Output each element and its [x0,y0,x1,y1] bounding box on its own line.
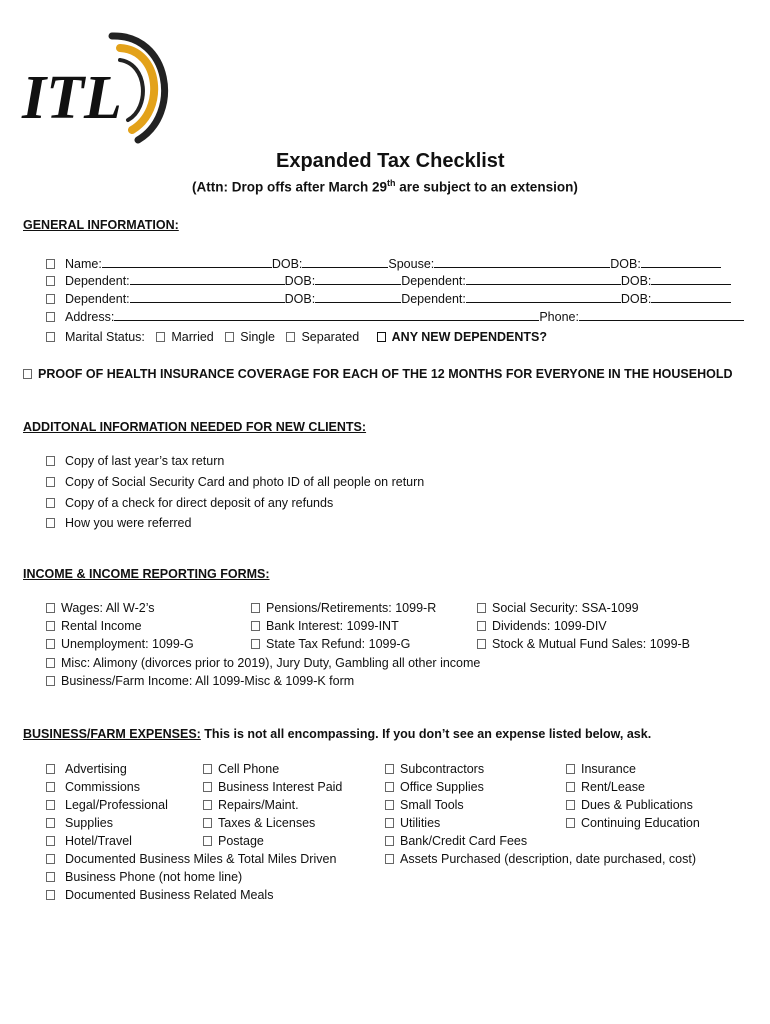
new-client-checkbox-1[interactable] [46,456,55,466]
income-wages [46,601,155,615]
expense-item [46,762,127,776]
dob-label-6: DOB: [620,292,652,306]
address-field[interactable] [114,309,539,321]
dependent-label-4: Dependent: [401,292,466,306]
subtitle-pre: (Attn: Drop offs after March 29 [192,179,388,195]
expense-checkbox[interactable] [203,782,212,792]
subtitle-post: are subject to an extension) [395,179,578,195]
expense-checkbox[interactable] [46,782,55,792]
bank-interest-checkbox[interactable] [251,621,260,631]
name-checkbox[interactable] [46,259,55,269]
dob-label-5: DOB: [284,292,316,306]
expense-label: Supplies [65,816,113,830]
dob-field-3[interactable] [315,273,401,285]
expense-label: Business Interest Paid [218,780,343,794]
single-label: Single [240,330,275,344]
expense-item [566,798,693,812]
assets-checkbox[interactable] [385,854,394,864]
expense-item [46,834,132,848]
expense-label: Commissions [65,780,141,794]
spouse-field[interactable] [434,256,610,268]
rental-label: Rental Income [61,619,142,633]
expense-label: Taxes & Licenses [218,816,316,830]
expense-label: Hotel/Travel [65,834,132,848]
expense-label: Cell Phone [218,762,280,776]
general-heading: GENERAL INFORMATION: [23,218,179,232]
business-income-checkbox[interactable] [46,676,55,686]
dob-label-1: DOB: [271,257,303,271]
address-checkbox[interactable] [46,312,55,322]
health-insurance-checkbox[interactable] [23,369,32,379]
expense-label: Dues & Publications [581,798,693,812]
income-social-security [477,601,639,615]
expense-label: Advertising [65,762,127,776]
expense-item [566,780,645,794]
income-business [46,674,354,688]
expense-item [46,798,168,812]
new-dependents-checkbox[interactable] [377,332,386,342]
income-unemployment [46,637,194,651]
expense-item [566,762,636,776]
dividends-label: Dividends: 1099-DIV [492,619,607,633]
business-phone-label: Business Phone (not home line) [65,870,243,884]
expense-label: Legal/Professional [65,798,168,812]
general-row-2 [46,273,731,288]
wages-checkbox[interactable] [46,603,55,613]
expense-checkbox[interactable] [385,764,394,774]
dividends-checkbox[interactable] [477,621,486,631]
income-bank-interest [251,619,399,633]
new-dependents-label: ANY NEW DEPENDENTS? [391,330,547,344]
address-label: Address: [65,310,115,324]
wages-label: Wages: All W-2’s [61,601,155,615]
income-rental [46,619,142,633]
expense-checkbox[interactable] [203,764,212,774]
miles-checkbox[interactable] [46,854,55,864]
expense-label: Insurance [581,762,636,776]
new-clients-heading: ADDITONAL INFORMATION NEEDED FOR NEW CLIENTS: [23,420,367,434]
income-pensions [251,601,436,615]
business-phone-checkbox[interactable] [46,872,55,882]
dependent-field-2[interactable] [466,273,621,285]
dependent-label-2: Dependent: [401,274,466,288]
dependent-checkbox-2[interactable] [46,294,55,304]
new-client-checkbox-3[interactable] [46,498,55,508]
expense-checkbox[interactable] [566,800,575,810]
state-tax-checkbox[interactable] [251,639,260,649]
general-row-4 [46,309,744,324]
logo-arc-inner [120,60,143,120]
expense-item [385,780,484,794]
expense-item [566,816,700,830]
dob-field-5[interactable] [315,291,401,303]
expense-miles [46,852,336,866]
dependent-label-1: Dependent: [65,274,130,288]
new-clients-item [46,475,424,489]
expense-checkbox[interactable] [46,764,55,774]
new-client-label-1: Copy of last year’s tax return [65,454,225,468]
separated-label: Separated [301,330,360,344]
itl-logo [20,30,175,148]
expense-label: Bank/Credit Card Fees [400,834,528,848]
name-field[interactable] [102,256,272,268]
expense-checkbox[interactable] [385,782,394,792]
separated-checkbox[interactable] [286,332,295,342]
expense-checkbox[interactable] [385,818,394,828]
dob-label-4: DOB: [620,274,652,288]
married-label: Married [171,330,214,344]
expense-checkbox[interactable] [46,836,55,846]
new-client-checkbox-4[interactable] [46,518,55,528]
expenses-note: This is not all encompassing. If you don’t see an expense listed below, ask. [200,727,652,741]
new-client-label-2: Copy of Social Security Card and photo ID of all people on return [65,475,425,489]
new-clients-item [46,454,224,468]
expense-item [385,816,440,830]
page-subtitle [192,178,578,195]
marital-label: Marital Status: [65,330,145,344]
dependent-field-3[interactable] [130,291,285,303]
rental-checkbox[interactable] [46,621,55,631]
logo-text: ITL [22,64,122,132]
name-label: Name: [65,257,102,271]
income-misc [46,656,480,670]
dependent-checkbox-1[interactable] [46,276,55,286]
expense-label: Subcontractors [400,762,485,776]
social-security-label: Social Security: SSA-1099 [492,601,639,615]
dependent-field-4[interactable] [466,291,621,303]
meals-label: Documented Business Related Meals [65,888,274,902]
expense-checkbox[interactable] [385,800,394,810]
page-title-text: Expanded Tax Checklist [276,150,505,172]
dob-field-4[interactable] [651,273,731,285]
health-insurance-label: PROOF OF HEALTH INSURANCE COVERAGE FOR EACH OF THE 12 MONTHS FOR EVERYONE IN THE HOUSEHOLD [38,367,733,381]
expense-checkbox[interactable] [566,764,575,774]
stock-label: Stock & Mutual Fund Sales: 1099-B [492,637,691,651]
expense-checkbox[interactable] [203,800,212,810]
expense-label: Utilities [400,816,441,830]
expense-checkbox[interactable] [566,818,575,828]
expense-label: Continuing Education [581,816,700,830]
dob-label-3: DOB: [284,274,316,288]
phone-label: Phone: [539,310,579,324]
expense-assets [385,852,696,866]
expenses-heading-row [23,727,651,741]
new-clients-item [46,496,333,510]
expense-item [203,780,342,794]
expense-label: Office Supplies [400,780,484,794]
new-client-checkbox-2[interactable] [46,477,55,487]
expense-checkbox[interactable] [203,836,212,846]
expense-checkbox[interactable] [46,818,55,828]
expense-meals [46,888,273,902]
itl-logo-graphic [20,30,175,148]
new-client-label-4: How you were referred [65,516,192,530]
meals-checkbox[interactable] [46,890,55,900]
expense-checkbox[interactable] [203,818,212,828]
health-insurance-row [23,367,733,381]
income-dividends [477,619,607,633]
page-title [276,150,505,173]
business-income-label: Business/Farm Income: All 1099-Misc & 1099-K form [61,674,355,688]
expense-item [385,834,527,848]
income-state-tax [251,637,410,651]
expenses-heading: BUSINESS/FARM EXPENSES: [23,727,201,741]
marital-row [46,330,547,344]
dob-field-1[interactable] [302,256,388,268]
stock-checkbox[interactable] [477,639,486,649]
dob-field-6[interactable] [651,291,731,303]
expense-item [203,834,264,848]
new-clients-item [46,516,191,530]
expense-item [203,762,279,776]
marital-checkbox[interactable] [46,332,55,342]
expense-item [46,780,140,794]
expense-item [203,798,299,812]
dob-label-2: DOB: [610,257,641,271]
expense-checkbox[interactable] [46,800,55,810]
phone-field[interactable] [579,309,744,321]
misc-checkbox[interactable] [46,658,55,668]
spouse-label: Spouse: [388,257,435,271]
expense-label: Rent/Lease [581,780,645,794]
general-row-3 [46,291,731,306]
unemployment-checkbox[interactable] [46,639,55,649]
single-checkbox[interactable] [225,332,234,342]
expense-item [385,762,484,776]
misc-label: Misc: Alimony (divorces prior to 2019), Jury Duty, Gambling all other income [61,656,481,670]
expense-checkbox[interactable] [566,782,575,792]
married-checkbox[interactable] [156,332,165,342]
expense-checkbox[interactable] [385,836,394,846]
pensions-label: Pensions/Retirements: 1099-R [266,601,437,615]
bank-interest-label: Bank Interest: 1099-INT [266,619,399,633]
income-heading: INCOME & INCOME REPORTING FORMS: [23,567,270,581]
expense-item [46,816,113,830]
assets-label: Assets Purchased (description, date purchased, cost) [400,852,696,866]
miles-label: Documented Business Miles & Total Miles Driven [65,852,337,866]
general-row-1 [46,256,721,271]
pensions-checkbox[interactable] [251,603,260,613]
income-stock [477,637,690,651]
dependent-label-3: Dependent: [65,292,130,306]
state-tax-label: State Tax Refund: 1099-G [266,637,411,651]
expense-label: Postage [218,834,264,848]
new-client-label-3: Copy of a check for direct deposit of any refunds [65,496,334,510]
expense-label: Repairs/Maint. [218,798,299,812]
expense-label: Small Tools [400,798,464,812]
social-security-checkbox[interactable] [477,603,486,613]
expense-item [385,798,464,812]
expense-item [203,816,315,830]
subtitle-sup: th [387,178,396,188]
unemployment-label: Unemployment: 1099-G [61,637,194,651]
dob-field-2[interactable] [641,256,721,268]
dependent-field-1[interactable] [130,273,285,285]
expense-business-phone [46,870,242,884]
